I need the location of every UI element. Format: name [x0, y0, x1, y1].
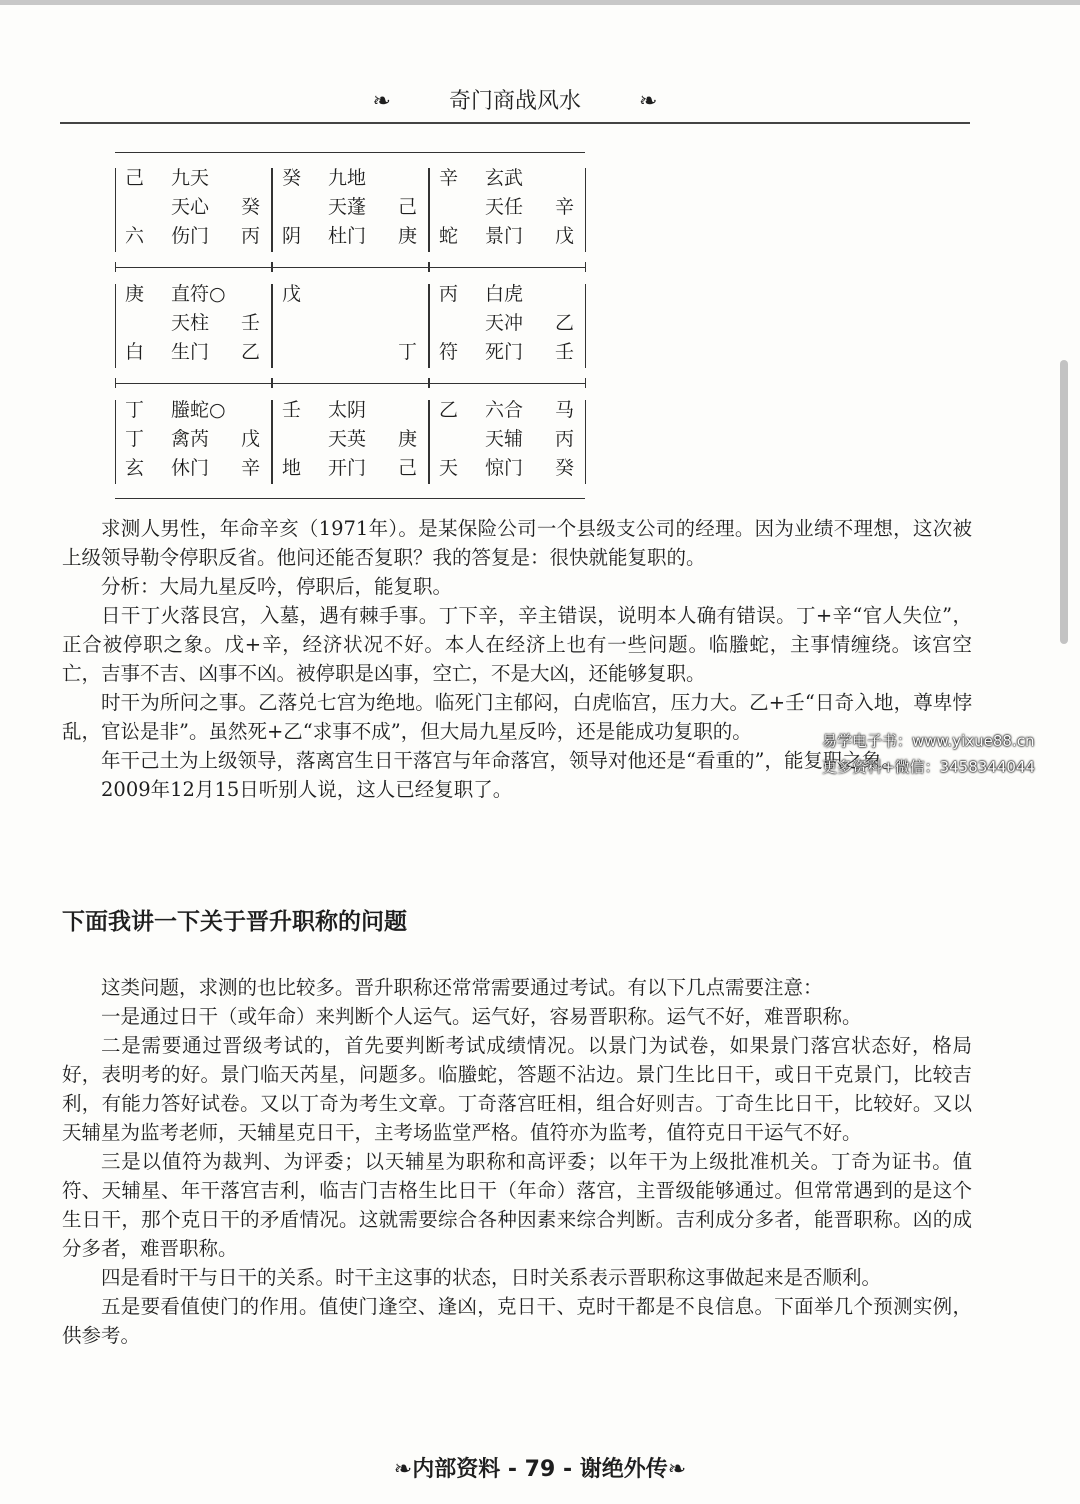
chart-glyph: 天辅: [485, 428, 524, 450]
chart-glyph: 天蓬: [328, 196, 367, 218]
chart-glyph: 天任: [485, 196, 524, 218]
footer-right: 谢绝外传: [579, 1457, 668, 1482]
chart-glyph: 壬: [241, 312, 261, 334]
watermark-line: 易学电子书：www.yixue88.cn: [822, 732, 1035, 750]
chart-glyph: 惊门: [485, 457, 524, 479]
chart-cell-row: [272, 164, 428, 193]
chart-glyph: 杜门: [328, 225, 367, 247]
chart-cell-row: [429, 193, 585, 222]
chart-glyph: 戊: [241, 428, 261, 450]
paragraph: 四是看时干与日干的关系。时干主这事的状态，日时关系表示晋职称这事做起来是否顺利。: [101, 1266, 882, 1289]
chart-cell-row: [115, 222, 271, 251]
running-header: [60, 84, 970, 120]
chart-glyph: 丙: [555, 428, 575, 450]
chart-rule-tick: [429, 378, 430, 388]
chart-glyph: 天柱: [171, 312, 210, 334]
chart-cell-row: [429, 338, 585, 367]
chart-rule: [115, 152, 585, 153]
chart-cell-row: [272, 454, 428, 483]
chart-glyph: 丙: [439, 283, 459, 305]
watermark-line: 更多资料+微信：3458344044: [822, 758, 1036, 776]
paragraph: 三是以值符为裁判、为评委；以天辅星为职称和高评委；以年干为上级批准机关。丁奇为证书。值符、天辅星、年干落宫吉利，临吉门吉格生比日干（年命）落宫，主晋级能够通过。但常常遇到的是这个生日干，那个克日干的矛盾情况。这就需要综合各种因素来综合判断。吉利成分多者，能晋职称。凶的成分多者，难晋职称。: [62, 1150, 972, 1260]
paragraph: 五是要看值使门的作用。值使门逢空、逢凶，克日干、克时干都是不良信息。下面举几个预测实例，供参考。: [62, 1295, 972, 1347]
chart-glyph: 天英: [328, 428, 367, 450]
chart-cell-row: [429, 164, 585, 193]
chart-cell-border: [585, 168, 586, 252]
scroll-ornament-icon: ❧: [372, 89, 391, 114]
paragraph: 年干己土为上级领导，落离宫生日干落宫与年命落宫，领导对他还是“看重的”，能复职之象。: [101, 749, 901, 772]
chart-glyph: 癸: [555, 457, 575, 479]
chart-glyph: 玄武: [485, 167, 524, 189]
scroll-ornament-icon: ❧: [667, 1457, 687, 1482]
chart-glyph: 景门: [485, 225, 524, 247]
qimen-chart: [115, 150, 585, 502]
chart-glyph: 癸: [282, 167, 302, 189]
top-edge-bar: [0, 0, 1080, 5]
header-rule: [60, 122, 970, 124]
chart-rule-tick: [585, 262, 586, 272]
page-footer: [340, 1452, 740, 1483]
chart-cell-row: [272, 193, 428, 222]
chart-glyph: 九天: [171, 167, 210, 189]
chart-cell-border: [585, 284, 586, 368]
paragraph: 时干为所问之事。乙落兑七宫为绝地。临死门主郁闷，白虎临宫，压力大。乙+壬“日奇入地，尊卑悖乱，官讼是非”。虽然死+乙“求事不成”，但大局九星反吟，还是能成功复职的。: [62, 691, 972, 743]
chart-rule-tick: [585, 378, 586, 388]
paragraph: 分析：大局九星反吟，停职后，能复职。: [101, 575, 453, 598]
chart-cell-row: [272, 280, 428, 309]
chart-glyph: 符: [439, 341, 459, 363]
chart-cell-row: [115, 280, 271, 309]
chart-glyph: 白虎: [485, 283, 524, 305]
chart-cell-row: [272, 222, 428, 251]
chart-cell-row: [115, 164, 271, 193]
chart-glyph: 壬: [555, 341, 575, 363]
chart-glyph: 乙: [241, 341, 261, 363]
chart-glyph: 己: [398, 457, 418, 479]
chart-glyph: 天冲: [485, 312, 524, 334]
chart-glyph: 地: [282, 457, 302, 479]
watermark: [822, 728, 1035, 780]
chart-cell-row: [272, 309, 428, 338]
chart-glyph: 戊: [555, 225, 575, 247]
chart-glyph: 丁: [398, 341, 418, 363]
chart-cell-border: [585, 400, 586, 484]
paragraph: 一是通过日干（或年命）来判断个人运气。运气好，容易晋职称。运气不好，难晋职称。: [101, 1005, 862, 1028]
chart-cell: [429, 164, 585, 251]
chart-cell-row: [429, 309, 585, 338]
chart-glyph: 丙: [241, 225, 261, 247]
chart-glyph: 禽芮: [171, 428, 210, 450]
chart-glyph: 蛇: [439, 225, 459, 247]
chart-cell: [115, 280, 271, 367]
paragraph: 二是需要通过晋级考试的，首先要判断考试成绩情况。以景门为试卷，如果景门落宫状态好，格局好，表明考的好。景门临天芮星，问题多。临螣蛇，答题不沾边。景门生比日干，或日干克景门，比较吉利，有能力答好试卷。又以丁奇为考生文章。丁奇落宫旺相，组合好则吉。丁奇生比日干，比较好。又以天辅星为监考老师，天辅星克日干，主考场监堂严格。值符亦为监考，值符克日干运气不好。: [62, 1034, 972, 1144]
chart-cell-row: [115, 425, 271, 454]
paragraph: 求测人男性，年命辛亥（1971年）。是某保险公司一个县级支公司的经理。因为业绩不理想，这次被上级领导勒令停职反省。他问还能否复职？我的答复是：很快就能复职的。: [62, 517, 972, 569]
chart-cell-row: [272, 338, 428, 367]
chart-cell-row: [115, 309, 271, 338]
chart-rule-tick: [272, 262, 273, 272]
chart-cell-row: [115, 338, 271, 367]
chart-glyph: 乙: [555, 312, 575, 334]
chart-glyph: 天心: [171, 196, 210, 218]
chart-glyph: 阴: [282, 225, 302, 247]
chart-cell-row: [272, 425, 428, 454]
paragraph: 2009年12月15日听别人说，这人已经复职了。: [101, 778, 513, 801]
section-heading: 下面我讲一下关于晋升职称的问题: [62, 909, 407, 935]
chart-glyph: 庚: [398, 225, 418, 247]
chart-rule-tick: [272, 378, 273, 388]
chart-glyph: 死门: [485, 341, 524, 363]
scrollbar-thumb[interactable]: [1060, 360, 1068, 644]
section-text: [62, 973, 972, 1350]
chart-cell-row: [115, 454, 271, 483]
paragraph: 这类问题，求测的也比较多。晋升职称还常常需要通过考试。有以下几点需要注意：: [101, 976, 823, 999]
chart-glyph: 辛: [439, 167, 459, 189]
chart-glyph: 马: [555, 399, 575, 421]
page-number: - 79 -: [507, 1457, 573, 1482]
chart-glyph: 直符○: [171, 283, 226, 305]
chart-glyph: 天: [439, 457, 459, 479]
chart-cell-row: [429, 396, 585, 425]
scroll-ornament-icon: ❧: [639, 89, 658, 114]
chart-glyph: 戊: [282, 283, 302, 305]
chart-glyph: 太阴: [328, 399, 367, 421]
chart-cell-row: [429, 280, 585, 309]
chart-glyph: 壬: [282, 399, 302, 421]
chart-rule-tick: [115, 378, 116, 388]
chart-cell-row: [272, 396, 428, 425]
chart-glyph: 乙: [439, 399, 459, 421]
chart-glyph: 丁: [125, 399, 145, 421]
chart-rule: [115, 267, 585, 268]
chart-glyph: 庚: [125, 283, 145, 305]
chart-glyph: 开门: [328, 457, 367, 479]
chart-glyph: 白: [125, 341, 145, 363]
chart-cell: [429, 396, 585, 483]
chart-cell: [272, 280, 428, 367]
chart-glyph: 辛: [555, 196, 575, 218]
chart-rule: [115, 383, 585, 384]
chart-rule-tick: [115, 262, 116, 272]
chart-cell: [115, 164, 271, 251]
chart-glyph: 六合: [485, 399, 524, 421]
chart-glyph: 己: [398, 196, 418, 218]
chart-cell-row: [115, 396, 271, 425]
chart-glyph: 己: [125, 167, 145, 189]
chart-glyph: 玄: [125, 457, 145, 479]
chart-glyph: 九地: [328, 167, 367, 189]
chart-rule-tick: [429, 262, 430, 272]
chart-glyph: 螣蛇○: [171, 399, 226, 421]
chart-cell: [429, 280, 585, 367]
scroll-ornament-icon: ❧: [393, 1457, 413, 1482]
chart-glyph: 休门: [171, 457, 210, 479]
footer-left: 内部资料: [412, 1457, 501, 1482]
chart-glyph: 生门: [171, 341, 210, 363]
chart-glyph: 六: [125, 225, 145, 247]
chart-cell-row: [429, 425, 585, 454]
chart-rule: [115, 498, 585, 499]
chart-glyph: 丁: [125, 428, 145, 450]
paragraph: 日干丁火落艮宫，入墓，遇有棘手事。丁下辛，辛主错误，说明本人确有错误。丁+辛“官人失位”，正合被停职之象。戊+辛，经济状况不好。本人在经济上也有一些问题。临螣蛇，主事情缠绕。该宫空亡，吉事不吉、凶事不凶。被停职是凶事，空亡，不是大凶，还能够复职。: [62, 604, 972, 685]
chart-cell-row: [115, 193, 271, 222]
chart-cell-row: [429, 454, 585, 483]
header-title: 奇门商战风水: [448, 89, 581, 114]
chart-glyph: 辛: [241, 457, 261, 479]
chart-cell: [272, 396, 428, 483]
chart-glyph: 癸: [241, 196, 261, 218]
chart-cell: [115, 396, 271, 483]
chart-cell-row: [429, 222, 585, 251]
chart-cell: [272, 164, 428, 251]
chart-glyph: 伤门: [171, 225, 210, 247]
chart-glyph: 庚: [398, 428, 418, 450]
